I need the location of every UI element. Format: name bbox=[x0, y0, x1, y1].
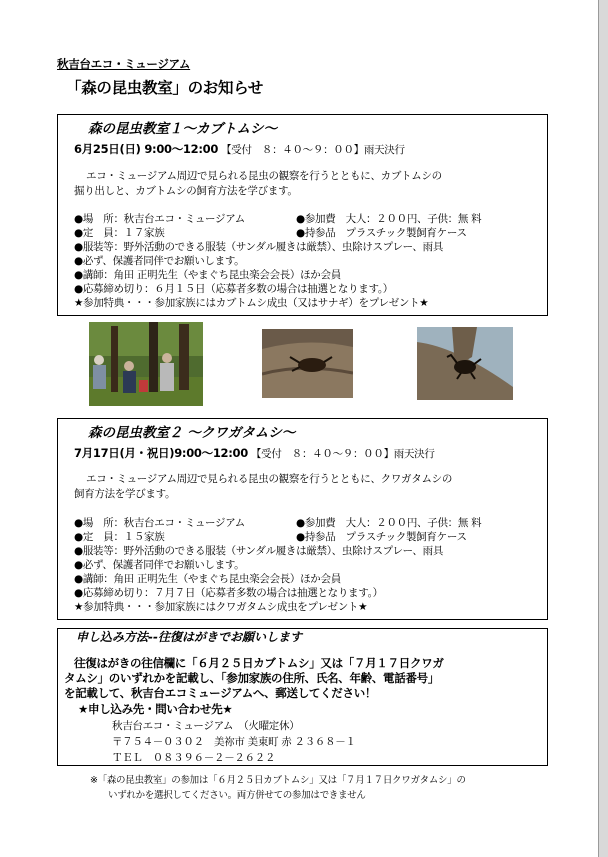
people-forest-photo bbox=[89, 322, 203, 406]
event1-items: ●持参品 プラスチック製飼育ケース bbox=[296, 227, 467, 239]
event1-lecturer: ●講師：角田 正明先生（やまぐち昆虫楽会会長）ほか会員 bbox=[74, 269, 341, 281]
footnote-line-2: いずれかを選択してください。両方併せての参加はできません bbox=[108, 790, 366, 801]
event2-desc-2: 飼育方法を学びます。 bbox=[74, 488, 176, 500]
organization-name: 秋吉台エコ・ミュージアム bbox=[57, 57, 191, 71]
event1-place: ●場 所：秋吉台エコ・ミュージアム bbox=[74, 213, 245, 225]
apply-text-2: タムシ」のいずれかを記載し、「参加家族の住所、氏名、年齢、電話番号」 bbox=[64, 671, 440, 685]
page-edge bbox=[598, 0, 608, 857]
event1-guardian: ●必ず、保護者同伴でお願いします。 bbox=[74, 255, 245, 267]
beetle-on-tree-photo bbox=[417, 327, 513, 400]
event1-title: 森の昆虫教室１～カブトムシ～ bbox=[88, 121, 277, 137]
event1-date: 6月25日(日) 9:00～12:00 bbox=[74, 142, 219, 156]
event2-deadline: ●応募締め切り：７月７日（応募者多数の場合は抽選となります。） bbox=[74, 587, 383, 599]
event2-fee: ●参加費 大人：２００円、子供：無 料 bbox=[296, 517, 482, 529]
event1-bonus: ★参加特典・・・参加家族にはカブトムシ成虫（又はサナギ）をプレゼント★ bbox=[74, 297, 429, 309]
event2-place: ●場 所：秋吉台エコ・ミュージアム bbox=[74, 517, 245, 529]
event2-bonus: ★参加特典・・・参加家族にはクワガタムシ成虫をプレゼント★ bbox=[74, 601, 368, 613]
contact-tel: ＴＥＬ ０８３９６－２－２６２２ bbox=[112, 752, 276, 764]
event2-date: 7月17日(月・祝日)9:00～12:00 bbox=[74, 446, 248, 460]
event2-datetime bbox=[74, 447, 435, 461]
contact-name: 秋吉台エコ・ミュージアム （火曜定休） bbox=[112, 720, 300, 732]
event2-lecturer: ●講師：角田 正明先生（やまぐち昆虫楽会会長）ほか会員 bbox=[74, 573, 341, 585]
event1-reception: 【受付 ８：４０～９：００】雨天決行 bbox=[221, 144, 405, 156]
event1-fee: ●参加費 大人：２００円、子供：無 料 bbox=[296, 213, 482, 225]
apply-text-1: 往復はがきの往信欄に「６月２５日カブトムシ」又は「７月１７日クワガ bbox=[74, 656, 444, 670]
event2-title: 森の昆虫教室２ ～クワガタムシ～ bbox=[88, 425, 296, 441]
event2-items: ●持参品 プラスチック製飼育ケース bbox=[296, 531, 467, 543]
event1-deadline: ●応募締め切り：６月１５日（応募者多数の場合は抽選となります。） bbox=[74, 283, 393, 295]
event2-desc-1: エコ・ミュージアム周辺で見られる昆虫の観察を行うとともに、クワガタムシの bbox=[86, 473, 453, 485]
beetle-on-stump-photo bbox=[262, 329, 353, 398]
event1-desc-1: エコ・ミュージアム周辺で見られる昆虫の観察を行うとともに、カブトムシの bbox=[86, 170, 442, 182]
apply-heading: 申し込み方法‐‐往復はがきでお願いします bbox=[76, 630, 302, 644]
event2-capacity: ●定 員：１５家族 bbox=[74, 531, 165, 543]
event2-clothing: ●服装等：野外活動のできる服装（サンダル履きは厳禁）、虫除けスプレー、雨具 bbox=[74, 545, 444, 557]
event1-datetime bbox=[74, 143, 405, 157]
event1-desc-2: 掘り出しと、カブトムシの飼育方法を学びます。 bbox=[74, 185, 298, 197]
event1-capacity: ●定 員：１７家族 bbox=[74, 227, 165, 239]
page-title: 「森の昆虫教室」のお知らせ bbox=[66, 79, 264, 97]
contact-heading: ★申し込み先・問い合わせ先★ bbox=[78, 702, 233, 716]
event2-reception: 【受付 ８：４０～９：００】雨天決行 bbox=[250, 448, 435, 460]
apply-text-3: を記載して、秋吉台エコミュージアムへ、郵送してください！ bbox=[64, 686, 377, 700]
event1-clothing: ●服装等：野外活動のできる服装（サンダル履きは厳禁）、虫除けスプレー、雨具 bbox=[74, 241, 444, 253]
contact-address: 〒７５４－０３０２ 美祢市 美東町 赤 ２３６８－１ bbox=[112, 736, 356, 748]
event2-guardian: ●必ず、保護者同伴でお願いします。 bbox=[74, 559, 245, 571]
footnote-line-1: ※「森の昆虫教室」の参加は「６月２５日カブトムシ」又は「７月１７日クワガタムシ」の bbox=[90, 775, 466, 786]
